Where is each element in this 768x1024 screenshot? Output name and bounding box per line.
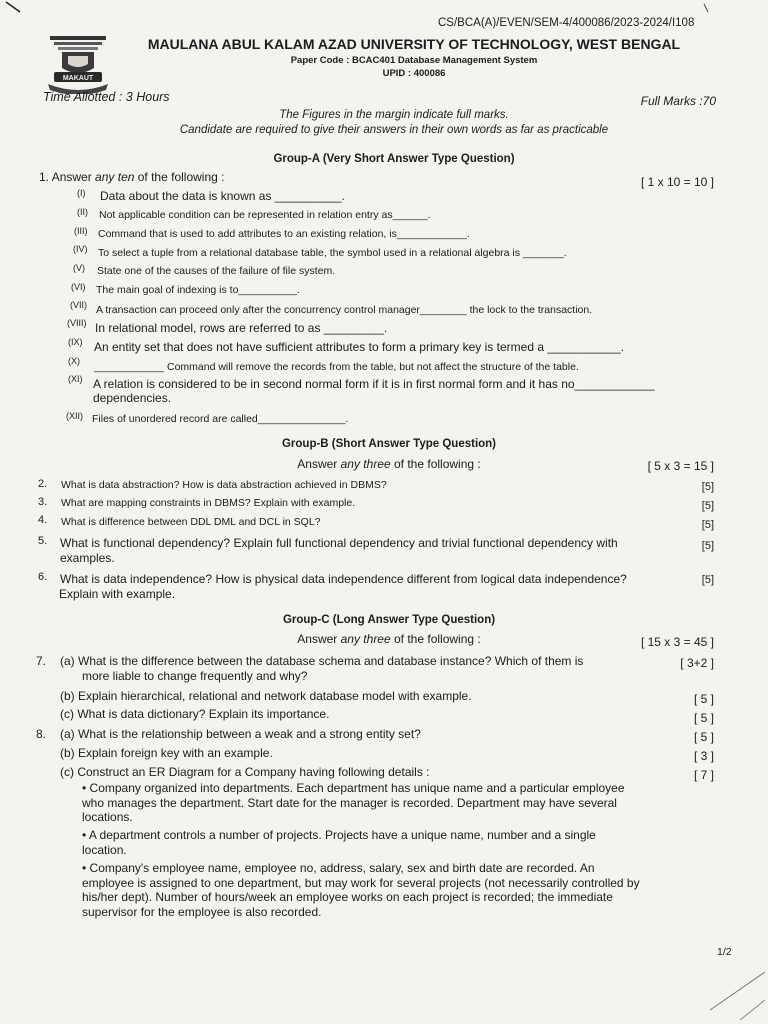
item-number: (X)	[68, 356, 80, 366]
question-text: (b) Explain foreign key with an example.	[60, 746, 273, 760]
question-number: 3.	[38, 496, 48, 508]
question-number: 4.	[38, 514, 48, 526]
question-text: (c) Construct an ER Diagram for a Company having following details :	[60, 765, 430, 779]
item-number: (VI)	[71, 282, 86, 292]
list-item: ____________ Command will remove the records from the table, but not affect the structure of the table.	[94, 361, 579, 373]
question-text: examples.	[60, 551, 115, 565]
list-item: In relational model, rows are referred to as _________.	[95, 321, 388, 335]
question-text: (a) What is the difference between the database schema and database instance? Which of them is	[60, 654, 584, 668]
list-item: Files of unordered record are called_______________.	[92, 413, 349, 425]
er-detail-bullet: • A department controls a number of projects. Projects have a unique name, number and a single location.	[82, 828, 596, 857]
question-text: What is data abstraction? How is data abstraction achieved in DBMS?	[61, 479, 387, 491]
item-number: (V)	[73, 263, 85, 273]
item-number: (VII)	[70, 300, 87, 310]
question-marks: [5]	[701, 481, 714, 493]
list-item: The main goal of indexing is to__________.	[96, 284, 300, 296]
er-detail-bullet: • Company organized into departments. Each department has unique name and a particular employee who manages the department. Start date for the manager is recorded. Department may have several locations.	[82, 781, 625, 824]
item-number: (III)	[74, 226, 88, 236]
question-text: Explain with example.	[59, 587, 176, 601]
question-marks: [5]	[701, 519, 714, 531]
list-item: Command that is used to add attributes to an existing relation, is____________.	[98, 228, 470, 240]
question-marks: [5]	[701, 540, 714, 552]
item-number: (IV)	[73, 244, 88, 254]
question-text: (b) Explain hierarchical, relational and network database model with example.	[60, 689, 472, 703]
question-text: What is data independence? How is physical data independence different from logical data independence?	[60, 572, 627, 586]
note-own-words: Candidate are required to give their answers in their own words as far as practicable	[179, 124, 609, 136]
item-number: (XII)	[66, 411, 83, 421]
item-number: (VIII)	[67, 318, 87, 328]
list-item: dependencies.	[93, 391, 172, 405]
question-number: 6.	[38, 571, 48, 583]
question-number: 2.	[38, 478, 48, 490]
item-number: (IX)	[68, 337, 83, 347]
paper-reference: CS/BCA(A)/EVEN/SEM-4/400086/2023-2024/I108	[438, 17, 695, 29]
question-marks: [ 5 ]	[693, 692, 714, 706]
group-b-title: Group-B (Short Answer Type Question)	[281, 438, 497, 450]
group-a-instruction: 1. Answer any ten of the following :	[39, 170, 225, 184]
item-number: (I)	[77, 188, 86, 198]
svg-text:MAKAUT: MAKAUT	[62, 75, 94, 82]
group-c-marks: [ 15 x 3 = 45 ]	[640, 635, 714, 649]
group-a-marks: [ 1 x 10 = 10 ]	[640, 175, 714, 189]
er-detail-bullet: • Company's employee name, employee no, address, salary, sex and birth date are recorded. An employee is assigned to one department, but may work for several projects (not necessarily controlled by his/her dept). Number of hours/week an employee works on each project is recorded; the immediate supervisor for the employee is also recorded.	[82, 861, 640, 919]
question-number: 5.	[38, 535, 48, 547]
note-figures: The Figures in the margin indicate full marks.	[279, 109, 509, 121]
group-b-marks: [ 5 x 3 = 15 ]	[647, 459, 714, 473]
list-item: Not applicable condition can be represented in relation entry as______.	[99, 209, 431, 221]
question-marks: [ 7 ]	[693, 768, 714, 782]
question-marks: [5]	[701, 574, 714, 586]
question-marks: [ 3 ]	[693, 749, 714, 763]
question-text: more liable to change frequently and why?	[82, 669, 308, 683]
upid: UPID : 400086	[382, 68, 446, 79]
question-number: 8.	[36, 727, 47, 741]
time-allotted: Time Allotted : 3 Hours	[43, 90, 170, 104]
list-item: A transaction can proceed only after the concurrency control manager________ the lock to the transaction.	[96, 304, 593, 316]
question-text: What are mapping constraints in DBMS? Explain with example.	[61, 497, 356, 509]
group-a-title: Group-A (Very Short Answer Type Question)	[273, 153, 515, 165]
question-text: What is difference between DDL DML and DCL in SQL?	[61, 516, 321, 528]
question-marks: [5]	[701, 500, 714, 512]
list-item: State one of the causes of the failure of file system.	[97, 265, 336, 277]
question-text: (c) What is data dictionary? Explain its importance.	[60, 707, 330, 721]
question-text: What is functional dependency? Explain full functional dependency and trivial functional dependency with	[60, 536, 618, 550]
list-item: A relation is considered to be in second normal form if it is in first normal form and it has no____________	[93, 377, 655, 391]
group-c-title: Group-C (Long Answer Type Question)	[282, 614, 496, 626]
paper-code: Paper Code : BCAC401 Database Management System	[290, 55, 538, 66]
page-number: 1/2	[717, 946, 732, 958]
item-number: (XI)	[68, 374, 83, 384]
question-number: 7.	[36, 654, 47, 668]
question-marks: [ 5 ]	[693, 711, 714, 725]
item-number: (II)	[77, 207, 88, 217]
full-marks: Full Marks :70	[640, 94, 716, 108]
question-marks: [ 5 ]	[693, 730, 714, 744]
question-marks: [ 3+2 ]	[680, 656, 714, 670]
list-item: An entity set that does not have sufficient attributes to form a primary key is termed a ___________.	[94, 340, 625, 354]
list-item: To select a tuple from a relational database table, the symbol used in a relational algebra is _______.	[98, 247, 567, 259]
group-b-instruction: Answer any three of the following :	[297, 457, 481, 471]
question-text: (a) What is the relationship between a weak and a strong entity set?	[60, 727, 421, 741]
university-name: MAULANA ABUL KALAM AZAD UNIVERSITY OF TECHNOLOGY, WEST BENGAL	[147, 36, 681, 52]
group-c-instruction: Answer any three of the following :	[297, 632, 481, 646]
list-item: Data about the data is known as __________.	[100, 189, 345, 203]
